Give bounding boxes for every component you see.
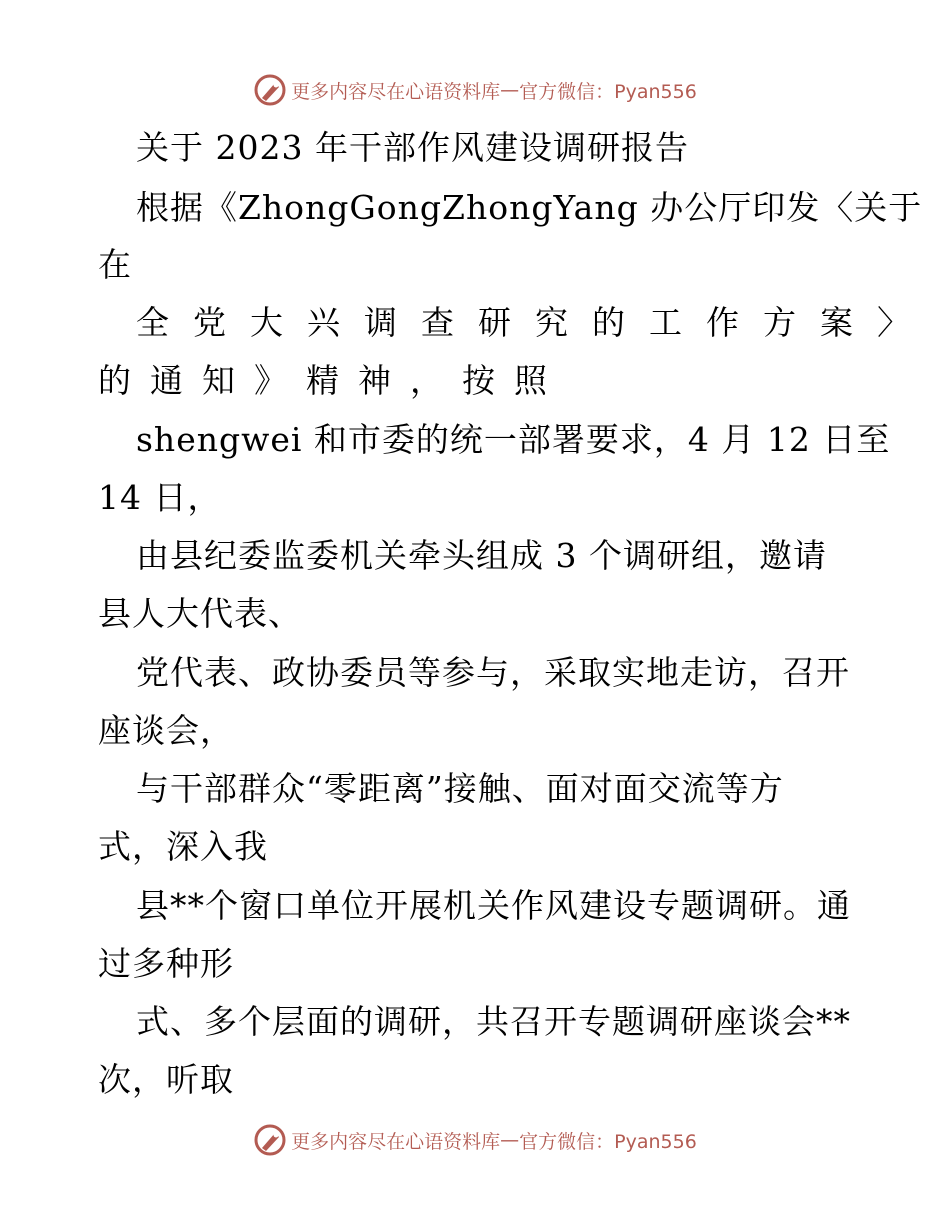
doc-line: 座谈会， [98, 711, 234, 750]
banner-wechat-text: 官方微信：Pyan556 [519, 1130, 697, 1153]
doc-line: 在 [98, 245, 132, 284]
doc-title: 关于 2023 年干部作风建设调研报告 [136, 128, 689, 167]
doc-line: 党代表、政协委员等参与，采取实地走访，召开 [136, 653, 850, 692]
doc-line: 县**个窗口单位开展机关作风建设专题调研。通 [136, 886, 851, 925]
doc-line: 由县纪委监委机关牵头组成 3 个调研组，邀请 [136, 536, 827, 575]
doc-line: 与干部群众“零距离”接触、面对面交流等方 [136, 769, 784, 808]
banner-site-text: 更多内容尽在心语资料库 [291, 80, 501, 103]
doc-line: 式、多个层面的调研，共召开专题调研座谈会** [136, 1002, 851, 1041]
pen-logo-icon [253, 73, 287, 107]
banner-separator: — [500, 79, 520, 101]
doc-line: 的通知》精神，按照 [98, 361, 566, 400]
banner-wechat-text: 官方微信：Pyan556 [519, 80, 697, 103]
banner-separator: — [500, 1129, 520, 1151]
doc-line: 全党大兴调查研究的工作方案〉 [136, 303, 934, 342]
doc-line: 14 日， [98, 478, 222, 517]
banner-site-text: 更多内容尽在心语资料库 [291, 1130, 501, 1153]
doc-line: 根据《ZhongGongZhongYang 办公厅印发〈关于 [136, 188, 923, 227]
header-banner [0, 70, 950, 110]
doc-line: 式，深入我 [98, 827, 268, 866]
doc-line: 次，听取 [98, 1060, 234, 1099]
pen-logo-icon [253, 1123, 287, 1157]
footer-banner [0, 1120, 950, 1160]
doc-line: 过多种形 [98, 944, 234, 983]
doc-line: 县人大代表、 [98, 594, 302, 633]
doc-line: shengwei 和市委的统一部署要求，4 月 12 日至 [136, 420, 891, 459]
